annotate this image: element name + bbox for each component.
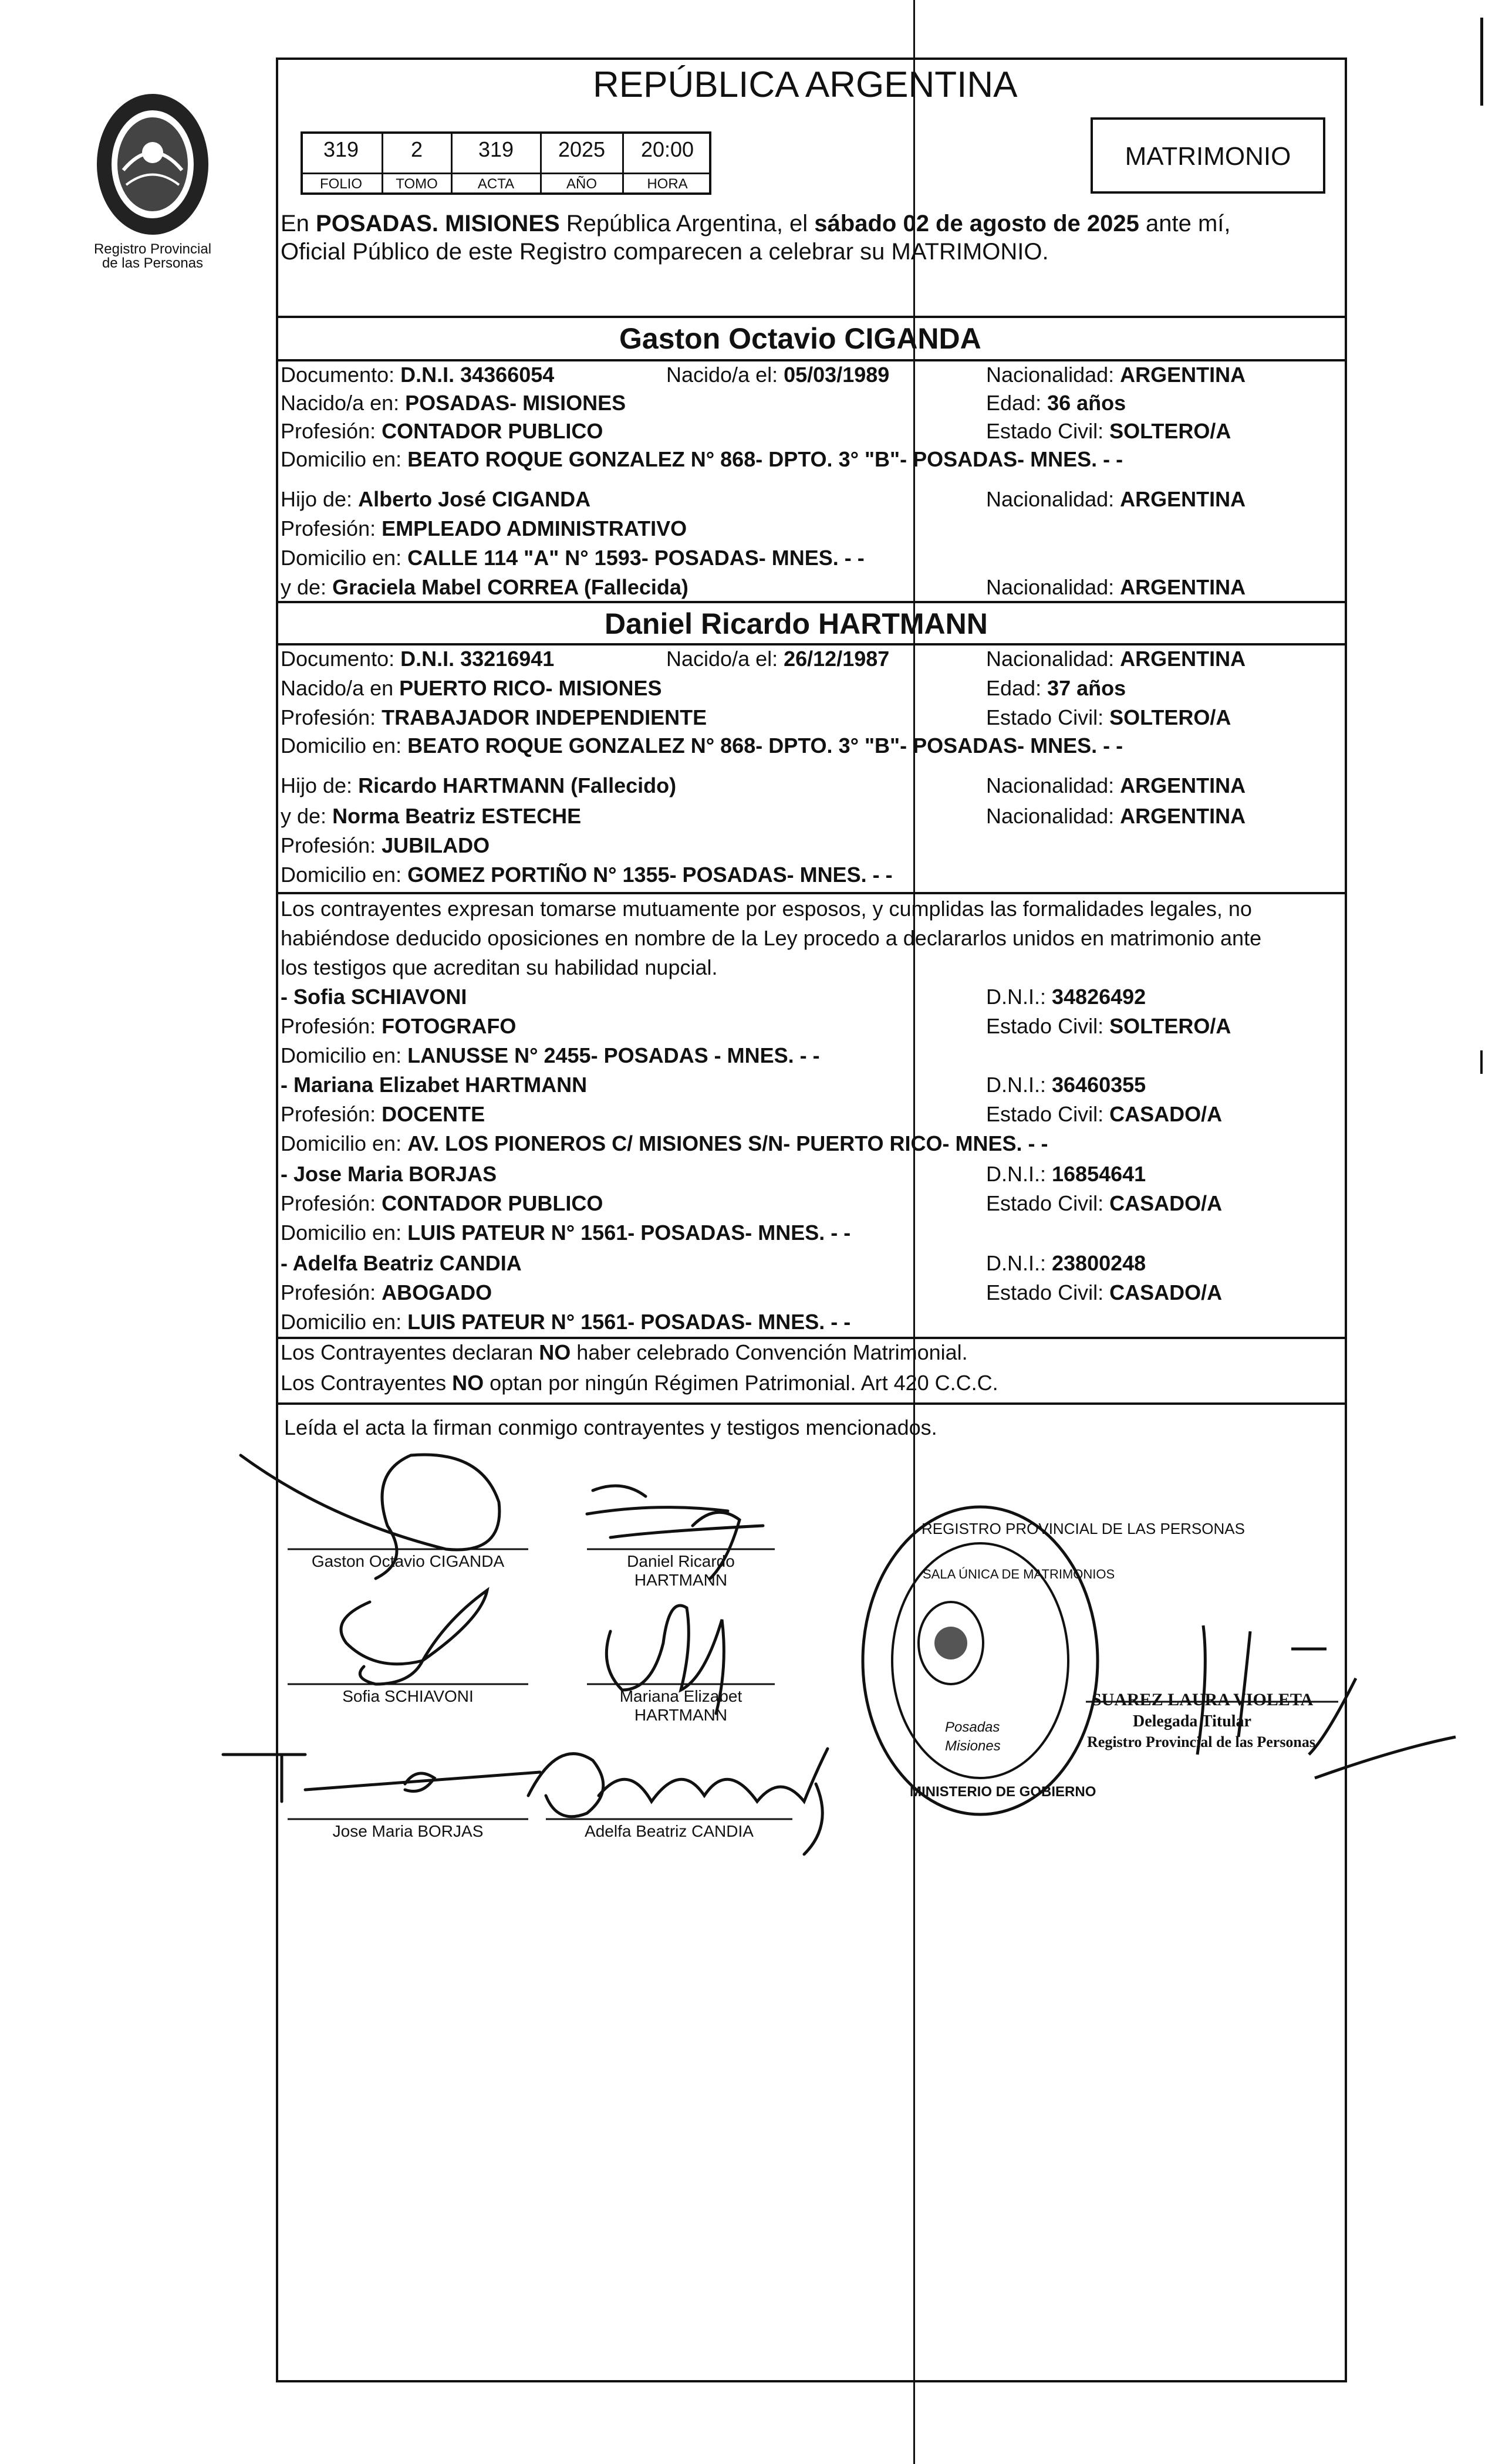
spouse2-parent-address: Domicilio en: GOMEZ PORTIÑO N° 1355- POSADAS- MNES. - - (281, 863, 893, 887)
witness-4-address: Domicilio en: LUIS PATEUR N° 1561- POSADAS- MNES. - - (281, 1310, 851, 1334)
spouse1-age: Edad: 36 años (986, 391, 1126, 415)
spouse1-father-profession: Profesión: EMPLEADO ADMINISTRATIVO (281, 516, 687, 540)
witness-2-profession: Profesión: DOCENTE (281, 1102, 485, 1126)
declaration-line-3: los testigos que acreditan su habilidad nupcial. (281, 955, 718, 979)
declaration-line-2: habiéndose deducido oposiciones en nombre de la Ley procedo a declararlos unidos en matrimonio ante (281, 926, 1262, 950)
fold-line (913, 0, 915, 2464)
signature-caption-1: Gaston Octavio CIGANDA (311, 1552, 505, 1570)
witness-1-name: - Sofia SCHIAVONI (281, 985, 467, 1009)
hour-value: 20:00 (640, 137, 694, 161)
spouse1-civil: Estado Civil: SOLTERO/A (986, 419, 1231, 443)
seal-bottom-text: MINISTERIO DE GOBIERNO (910, 1784, 1096, 1800)
intro-line-1: En POSADAS. MISIONES República Argentina, el sábado 02 de agosto de 2025 ante mí, (281, 211, 1231, 236)
logo-caption-1: Registro Provincial (93, 241, 212, 257)
closing-text: Leída el acta la firman conmigo contrayentes y testigos mencionados. (284, 1415, 937, 1439)
spouse1-nat: Nacionalidad: ARGENTINA (986, 363, 1246, 387)
seal-inner-text: SALA ÚNICA DE MATRIMONIOS (923, 1567, 1115, 1581)
seal-outer-text: REGISTRO PROVINCIAL DE LAS PERSONAS (922, 1520, 1245, 1537)
spouse1-father: Hijo de: Alberto José CIGANDA (281, 487, 591, 511)
witness-4-civil: Estado Civil: CASADO/A (986, 1280, 1223, 1304)
signature-caption-4b: HARTMANN (634, 1706, 728, 1724)
signature-caption-2b: HARTMANN (634, 1571, 728, 1589)
witness-1-civil: Estado Civil: SOLTERO/A (986, 1014, 1231, 1038)
witness-4-profession: Profesión: ABOGADO (281, 1280, 492, 1304)
officer-office: Registro Provincial de las Personas (1087, 1733, 1316, 1750)
spouse1-doc: Documento: D.N.I. 34366054 (281, 363, 555, 387)
tomo-label: TOMO (396, 176, 438, 192)
spouse2-civil: Estado Civil: SOLTERO/A (986, 705, 1231, 729)
spouse2-born: Nacido/a el: 26/12/1987 (666, 647, 890, 671)
spouse2-mother: y de: Norma Beatriz ESTECHE (281, 804, 582, 828)
folio-value: 319 (323, 137, 359, 161)
witness-1-dni: D.N.I.: 34826492 (986, 985, 1146, 1009)
spouse2-profession: Profesión: TRABAJADOR INDEPENDIENTE (281, 705, 707, 729)
witness-3-civil: Estado Civil: CASADO/A (986, 1191, 1223, 1215)
witness-4-name: - Adelfa Beatriz CANDIA (281, 1251, 522, 1275)
declaration-line-1: Los contrayentes expresan tomarse mutuamente por esposos, y cumplidas las formalidades legales, no (281, 897, 1252, 921)
page-title: REPÚBLICA ARGENTINA (593, 65, 1018, 105)
signature-caption-2a: Daniel Ricardo (627, 1552, 735, 1570)
logo-caption-2: de las Personas (102, 255, 204, 271)
signature-caption-6: Adelfa Beatriz CANDIA (585, 1822, 754, 1840)
doc-type: MATRIMONIO (1125, 142, 1291, 171)
registry-logo (76, 82, 229, 271)
margin-mark-top (1480, 18, 1483, 106)
spouse2-father-nat: Nacionalidad: ARGENTINA (986, 773, 1246, 797)
witness-2-civil: Estado Civil: CASADO/A (986, 1102, 1223, 1126)
spouse2-mother-nat: Nacionalidad: ARGENTINA (986, 804, 1246, 828)
witness-1-profession: Profesión: FOTOGRAFO (281, 1014, 517, 1038)
signature-caption-4a: Mariana Elizabet (619, 1687, 742, 1705)
spouse2-nat: Nacionalidad: ARGENTINA (986, 647, 1246, 671)
seal-center-2: Misiones (945, 1738, 1001, 1754)
signature-caption-5: Jose Maria BORJAS (332, 1822, 484, 1840)
spouse1-birthplace: Nacido/a en: POSADAS- MISIONES (281, 391, 626, 415)
witness-3-address: Domicilio en: LUIS PATEUR N° 1561- POSADAS- MNES. - - (281, 1221, 851, 1245)
spouse1-father-address: Domicilio en: CALLE 114 "A" N° 1593- POSADAS- MNES. - - (281, 546, 865, 570)
spouse2-doc: Documento: D.N.I. 33216941 (281, 647, 555, 671)
witness-4-dni: D.N.I.: 23800248 (986, 1251, 1146, 1275)
witness-1-address: Domicilio en: LANUSSE N° 2455- POSADAS - MNES. - - (281, 1043, 820, 1067)
witness-3-dni: D.N.I.: 16854641 (986, 1162, 1146, 1186)
acta-label: ACTA (477, 176, 515, 192)
spouse1-father-nat: Nacionalidad: ARGENTINA (986, 487, 1246, 511)
spouse2-age: Edad: 37 años (986, 676, 1126, 700)
regime-line-1: Los Contrayentes declaran NO haber celebrado Convención Matrimonial. (281, 1340, 968, 1364)
spouse2-parent-profession: Profesión: JUBILADO (281, 833, 490, 857)
officer-title: Delegada Titular (1133, 1712, 1251, 1730)
witness-2-address: Domicilio en: AV. LOS PIONEROS C/ MISIONES S/N- PUERTO RICO- MNES. - - (281, 1131, 1048, 1155)
spouse1-mother: y de: Graciela Mabel CORREA (Fallecida) (281, 575, 688, 599)
spouse1-born: Nacido/a el: 05/03/1989 (666, 363, 890, 387)
witness-2-name: - Mariana Elizabet HARTMANN (281, 1073, 588, 1097)
tomo-value: 2 (410, 137, 423, 161)
spouse1-address: Domicilio en: BEATO ROQUE GONZALEZ N° 868- DPTO. 3° "B"- POSADAS- MNES. - - (281, 447, 1123, 471)
officer-name: SUAREZ LAURA VIOLETA (1092, 1690, 1314, 1709)
spouse2-birthplace: Nacido/a en PUERTO RICO- MISIONES (281, 676, 662, 700)
regime-line-2: Los Contrayentes NO optan por ningún Régimen Patrimonial. Art 420 C.C.C. (281, 1371, 998, 1395)
spouse2-father: Hijo de: Ricardo HARTMANN (Fallecido) (281, 773, 677, 797)
province-emblem-icon (76, 82, 229, 258)
spouse2-address: Domicilio en: BEATO ROQUE GONZALEZ N° 868- DPTO. 3° "B"- POSADAS- MNES. - - (281, 734, 1123, 758)
spouse1-mother-nat: Nacionalidad: ARGENTINA (986, 575, 1246, 599)
intro-line-2: Oficial Público de este Registro comparecen a celebrar su MATRIMONIO. (281, 239, 1049, 265)
witness-3-profession: Profesión: CONTADOR PUBLICO (281, 1191, 603, 1215)
witness-3-name: - Jose Maria BORJAS (281, 1162, 497, 1186)
year-value: 2025 (558, 137, 606, 161)
spouse1-name: Gaston Octavio CIGANDA (619, 322, 981, 355)
acta-value: 319 (478, 137, 514, 161)
year-label: AÑO (566, 176, 597, 192)
seal-center-1: Posadas (945, 1719, 1000, 1735)
signature-caption-3: Sofia SCHIAVONI (342, 1687, 474, 1705)
spouse2-name: Daniel Ricardo HARTMANN (605, 607, 988, 640)
spouse1-profession: Profesión: CONTADOR PUBLICO (281, 419, 603, 443)
folio-label: FOLIO (319, 176, 362, 192)
margin-mark-mid (1480, 1050, 1483, 1074)
witness-2-dni: D.N.I.: 36460355 (986, 1073, 1146, 1097)
seal-icon (857, 1502, 1103, 1819)
hour-label: HORA (647, 176, 688, 192)
